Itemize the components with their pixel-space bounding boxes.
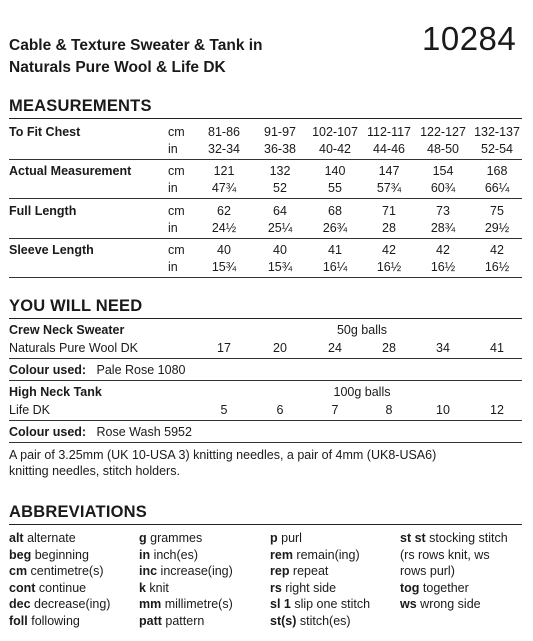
title-line-2: Naturals Pure Wool & Life DK — [9, 59, 226, 76]
abbreviation-meaning: slip one stitch — [290, 597, 371, 611]
colour-label: Colour used: — [9, 425, 87, 439]
abbreviation-meaning: rows purl) — [400, 564, 455, 578]
ball-quantity: 7 — [331, 403, 339, 417]
abbreviation-key: patt — [139, 613, 162, 628]
unit-cm: cm — [168, 125, 185, 139]
divider — [9, 420, 522, 421]
value-cm: 41 — [328, 243, 342, 257]
abbreviation-key: in — [139, 547, 151, 562]
unit-cm: cm — [168, 243, 185, 257]
abbreviation-key: cont — [9, 580, 36, 595]
abbreviation-key: p — [270, 531, 278, 545]
value-cm: 154 — [432, 164, 454, 178]
value-cm: 75 — [490, 204, 504, 218]
abbreviation-meaning: stitch(es) — [296, 613, 351, 628]
abbreviation-meaning: repeat — [289, 564, 329, 578]
value-cm: 102-107 — [312, 125, 358, 139]
abbreviation-item — [139, 596, 233, 613]
abbreviation-key: cm — [9, 564, 28, 578]
measurement-label: Sleeve Length — [9, 243, 94, 257]
abbreviation-key: k — [139, 580, 146, 595]
abbreviation-key: g — [139, 531, 147, 545]
abbreviation-item — [400, 547, 508, 564]
value-in: 60¾ — [430, 181, 456, 195]
value-in: 47¾ — [211, 181, 237, 195]
value-cm: 71 — [382, 204, 396, 218]
value-cm: 91-97 — [264, 125, 296, 139]
abbreviation-key: dec — [9, 597, 31, 611]
value-cm: 122-127 — [420, 125, 466, 139]
measurement-label: To Fit Chest — [9, 125, 81, 139]
value-in: 66¼ — [484, 181, 510, 195]
divider — [9, 318, 522, 319]
value-in: 28 — [382, 221, 396, 235]
ball-quantity: 20 — [273, 341, 287, 355]
abbreviation-meaning: decrease(ing) — [30, 597, 111, 611]
value-in: 29½ — [484, 221, 510, 235]
abbreviation-item — [139, 613, 233, 630]
value-in: 25¼ — [267, 221, 293, 235]
abbreviation-key: st st — [400, 531, 426, 545]
abbreviation-column — [400, 530, 508, 613]
unit-in: in — [168, 221, 178, 235]
abbreviations-heading: ABBREVIATIONS — [9, 503, 147, 521]
pattern-number: 10284 — [422, 20, 517, 57]
abbreviation-key: mm — [139, 597, 162, 611]
value-cm: 140 — [324, 164, 346, 178]
abbreviation-item — [400, 530, 508, 547]
value-cm: 42 — [382, 243, 396, 257]
ball-quantity: 41 — [490, 341, 504, 355]
abbreviation-key: foll — [9, 613, 28, 628]
abbreviation-meaning: stocking stitch — [425, 531, 508, 545]
ball-quantity: 12 — [490, 403, 504, 417]
abbreviation-key: tog — [400, 580, 420, 595]
value-in: 52 — [273, 181, 287, 195]
abbreviation-key: sl 1 — [270, 597, 291, 611]
divider — [9, 358, 522, 359]
divider — [9, 524, 522, 525]
value-in: 16½ — [430, 260, 456, 274]
tank-colour — [9, 424, 192, 440]
abbreviation-key: rs — [270, 580, 282, 595]
abbreviation-meaning: following — [27, 613, 80, 628]
abbreviation-meaning: together — [419, 580, 469, 595]
abbreviation-meaning: millimetre(s) — [161, 597, 233, 611]
value-in: 16½ — [484, 260, 510, 274]
sweater-yarn: Naturals Pure Wool DK — [9, 341, 138, 355]
title-line-1: Cable & Texture Sweater & Tank in — [9, 37, 263, 54]
value-in: 44-46 — [373, 142, 405, 156]
abbreviation-column — [139, 530, 233, 629]
value-in: 36-38 — [264, 142, 296, 156]
value-in: 15¾ — [267, 260, 293, 274]
divider — [9, 198, 522, 199]
value-in: 48-50 — [427, 142, 459, 156]
tank-yarn: Life DK — [9, 403, 50, 417]
ball-quantity: 8 — [385, 403, 393, 417]
abbreviation-key: ws — [400, 597, 417, 611]
abbreviation-meaning: continue — [35, 580, 87, 595]
value-cm: 40 — [217, 243, 231, 257]
abbreviation-item — [9, 613, 110, 630]
abbreviation-item — [9, 530, 110, 547]
abbreviation-column — [270, 530, 370, 629]
value-in: 26¾ — [322, 221, 348, 235]
abbreviation-item — [270, 530, 370, 547]
ball-quantity: 24 — [328, 341, 342, 355]
ball-quantity: 5 — [220, 403, 228, 417]
abbreviation-key: rem — [270, 547, 293, 562]
value-cm: 64 — [273, 204, 287, 218]
measurements-heading: MEASUREMENTS — [9, 97, 152, 115]
abbreviation-meaning: remain(ing) — [292, 547, 360, 562]
tank-ball-type: 100g balls — [333, 385, 391, 399]
tank-name: High Neck Tank — [9, 385, 102, 399]
abbreviation-item — [139, 530, 233, 547]
abbreviation-key: inc — [139, 564, 158, 578]
you-will-need-heading: YOU WILL NEED — [9, 297, 143, 315]
value-cm: 68 — [328, 204, 342, 218]
value-cm: 40 — [273, 243, 287, 257]
abbreviation-item — [9, 547, 110, 564]
abbreviation-key: st(s) — [270, 613, 297, 628]
unit-in: in — [168, 181, 178, 195]
value-in: 57¾ — [376, 181, 402, 195]
abbreviation-meaning: purl — [277, 531, 302, 545]
abbreviation-column — [9, 530, 110, 629]
abbreviation-meaning: knit — [145, 580, 169, 595]
abbreviation-meaning: alternate — [23, 531, 76, 545]
ball-quantity: 17 — [217, 341, 231, 355]
divider — [9, 238, 522, 239]
abbreviation-item — [139, 563, 233, 580]
sweater-name: Crew Neck Sweater — [9, 323, 125, 337]
value-cm: 62 — [217, 204, 231, 218]
value-cm: 147 — [378, 164, 400, 178]
abbreviation-item — [9, 580, 110, 597]
value-cm: 121 — [213, 164, 235, 178]
divider — [9, 277, 522, 278]
value-in: 24½ — [211, 221, 237, 235]
abbreviation-key: alt — [9, 531, 24, 545]
abbreviation-key: rep — [270, 564, 290, 578]
unit-cm: cm — [168, 164, 185, 178]
value-cm: 132-137 — [474, 125, 520, 139]
pattern-title — [9, 35, 369, 79]
sweater-ball-type: 50g balls — [336, 323, 388, 337]
abbreviation-key: beg — [9, 547, 32, 562]
abbreviation-item — [9, 563, 110, 580]
divider — [9, 442, 522, 443]
value-cm: 168 — [486, 164, 508, 178]
value-cm: 132 — [269, 164, 291, 178]
abbreviation-item — [139, 547, 233, 564]
abbreviation-item — [270, 596, 370, 613]
unit-cm: cm — [168, 204, 185, 218]
colour-value: Rose Wash 5952 — [96, 425, 192, 439]
abbreviation-meaning: right side — [281, 580, 337, 595]
abbreviation-item — [400, 580, 508, 597]
abbreviation-meaning: beginning — [31, 547, 89, 562]
colour-label: Colour used: — [9, 363, 87, 377]
abbreviation-meaning: centimetre(s) — [27, 564, 104, 578]
needles-line-2: knitting needles, stitch holders. — [9, 464, 180, 478]
value-in: 55 — [328, 181, 342, 195]
ball-quantity: 34 — [436, 341, 450, 355]
abbreviation-item — [139, 580, 233, 597]
abbreviation-item — [9, 596, 110, 613]
ball-quantity: 6 — [276, 403, 284, 417]
abbreviation-item — [400, 563, 508, 580]
needles-line-1: A pair of 3.25mm (UK 10-USA 3) knitting needles, a pair of 4mm (UK8-USA6) — [9, 448, 437, 462]
ball-quantity: 28 — [382, 341, 396, 355]
measurement-label: Actual Measurement — [9, 164, 132, 178]
abbreviation-item — [270, 547, 370, 564]
value-in: 32-34 — [208, 142, 240, 156]
abbreviation-meaning: wrong side — [416, 597, 481, 611]
abbreviation-item — [270, 563, 370, 580]
value-cm: 112-117 — [366, 125, 412, 139]
abbreviation-item — [270, 580, 370, 597]
abbreviation-item — [270, 613, 370, 630]
value-cm: 81-86 — [208, 125, 240, 139]
value-in: 52-54 — [481, 142, 513, 156]
ball-quantity: 10 — [436, 403, 450, 417]
value-in: 40-42 — [319, 142, 351, 156]
abbreviation-meaning: (rs rows knit, ws — [400, 547, 490, 562]
divider — [9, 159, 522, 160]
unit-in: in — [168, 142, 178, 156]
value-in: 28¾ — [430, 221, 456, 235]
value-cm: 42 — [490, 243, 504, 257]
colour-value: Pale Rose 1080 — [96, 363, 186, 377]
value-in: 16¼ — [322, 260, 348, 274]
divider — [9, 118, 522, 119]
value-cm: 73 — [436, 204, 450, 218]
unit-in: in — [168, 260, 178, 274]
sweater-colour — [9, 362, 185, 378]
abbreviation-meaning: increase(ing) — [157, 564, 233, 578]
abbreviation-meaning: grammes — [146, 531, 203, 545]
abbreviation-item — [400, 596, 508, 613]
abbreviation-meaning: pattern — [161, 613, 205, 628]
measurement-label: Full Length — [9, 204, 77, 218]
abbreviation-meaning: inch(es) — [150, 547, 199, 562]
value-cm: 42 — [436, 243, 450, 257]
value-in: 16½ — [376, 260, 402, 274]
divider — [9, 380, 522, 381]
value-in: 15¾ — [211, 260, 237, 274]
